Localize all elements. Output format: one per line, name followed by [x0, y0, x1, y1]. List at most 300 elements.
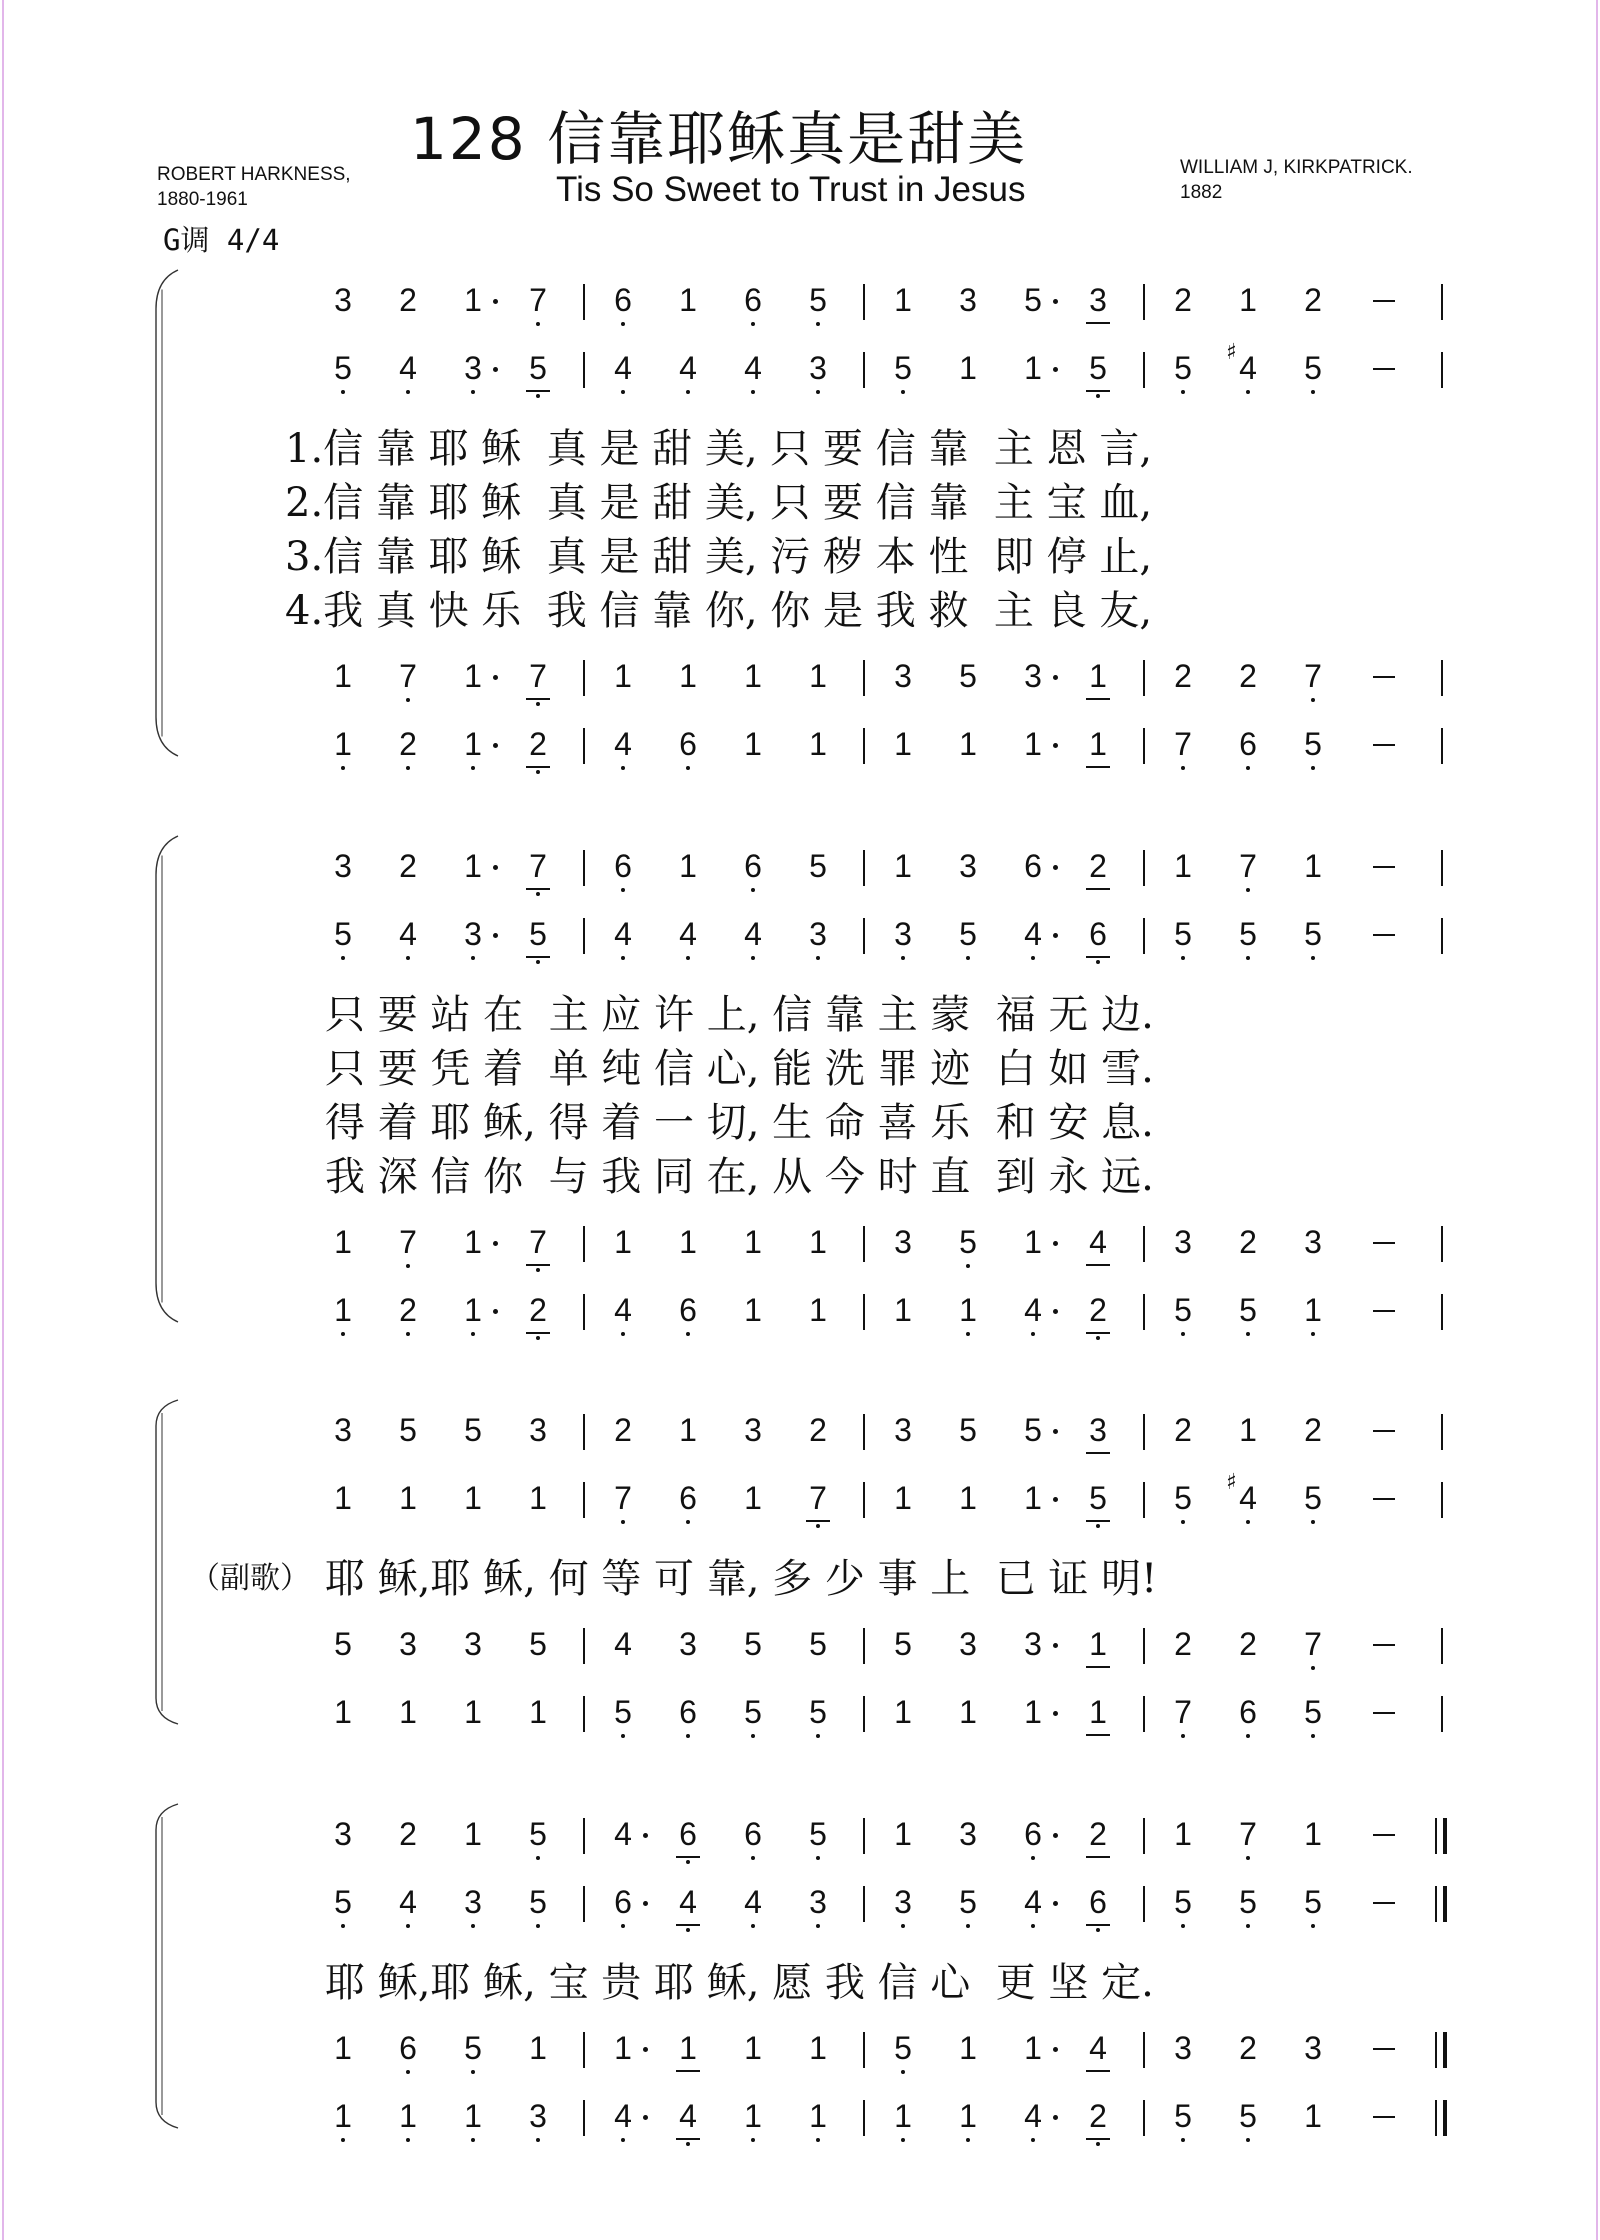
note: 4 [1024, 1292, 1042, 1328]
barline [1441, 284, 1443, 320]
sustain-dash [1373, 866, 1395, 868]
note: 5 [529, 350, 547, 386]
note: 7 [809, 1480, 827, 1516]
barline [1143, 1696, 1145, 1732]
note: 2 [1089, 1292, 1107, 1328]
octave-dot-low [536, 2138, 540, 2142]
octave-dot-low [1246, 1856, 1250, 1860]
octave-dot-low [621, 1332, 625, 1336]
barline [583, 1482, 585, 1518]
barline [1143, 352, 1145, 388]
note: 1 [399, 2098, 417, 2134]
sustain-dash [1373, 2116, 1395, 2118]
barline [863, 1414, 865, 1450]
augmentation-dot [493, 1241, 498, 1246]
note: 3 [334, 282, 352, 318]
octave-dot-low [406, 766, 410, 770]
tenor-line [0, 2028, 1600, 2088]
note: 1 [959, 1694, 977, 1730]
octave-dot-low [751, 390, 755, 394]
octave-dot-low [536, 702, 540, 706]
note: 3 [894, 1412, 912, 1448]
note: 3 [1174, 1224, 1192, 1260]
octave-dot-low [471, 390, 475, 394]
note: 2 [614, 1412, 632, 1448]
hymn-title: 128 信靠耶稣真是甜美 [410, 105, 1028, 173]
octave-dot-low [1246, 2138, 1250, 2142]
note: 2 [1239, 658, 1257, 694]
barline [583, 1414, 585, 1450]
note: 1 [1304, 1292, 1322, 1328]
octave-dot-low [1031, 1924, 1035, 1928]
eighth-underline [676, 1924, 700, 1926]
sustain-dash [1373, 1498, 1395, 1500]
octave-dot-low [901, 390, 905, 394]
note: 1 [959, 1292, 977, 1328]
octave-dot-low [341, 2138, 345, 2142]
note: 5 [1089, 1480, 1107, 1516]
barline [863, 2032, 865, 2068]
barline [583, 660, 585, 696]
sustain-dash [1373, 2048, 1395, 2050]
augmentation-dot [1053, 367, 1058, 372]
note: 1 [614, 658, 632, 694]
eighth-underline [1086, 956, 1110, 958]
eighth-underline [1086, 1734, 1110, 1736]
octave-dot-low [816, 956, 820, 960]
barline [1143, 284, 1145, 320]
note: 1 [959, 1480, 977, 1516]
note: 4 [614, 350, 632, 386]
augmentation-dot [493, 933, 498, 938]
note: 3 [894, 1224, 912, 1260]
key-time-signature: G调 4/4 [163, 223, 280, 257]
note: 1 [464, 726, 482, 762]
note: 5 [1304, 1884, 1322, 1920]
octave-dot-low [1181, 1924, 1185, 1928]
octave-dot-low [406, 956, 410, 960]
note: 1 [1024, 1480, 1042, 1516]
octave-dot-low [686, 390, 690, 394]
note: 5 [399, 1412, 417, 1448]
soprano-line [0, 846, 1600, 906]
note: 1 [744, 658, 762, 694]
sustain-dash [1373, 1644, 1395, 1646]
note: 1 [894, 1694, 912, 1730]
eighth-underline [1086, 2070, 1110, 2072]
sustain-dash [1373, 744, 1395, 746]
note: 1 [1089, 1626, 1107, 1662]
augmentation-dot [1053, 1833, 1058, 1838]
octave-dot-low [1246, 1924, 1250, 1928]
note: 1 [614, 1224, 632, 1260]
octave-dot-low [1181, 390, 1185, 394]
note: 1 [1304, 1816, 1322, 1852]
note: 1 [529, 1694, 547, 1730]
note: 2 [1174, 282, 1192, 318]
eighth-underline [526, 390, 550, 392]
note: 6 [679, 1480, 697, 1516]
note: 5 [809, 848, 827, 884]
note: 2 [1239, 1224, 1257, 1260]
octave-dot-low [1246, 1520, 1250, 1524]
barline [1441, 1294, 1443, 1330]
note: 3 [464, 1626, 482, 1662]
note: 5 [334, 1884, 352, 1920]
note: 7 [529, 1224, 547, 1260]
barline [1441, 352, 1443, 388]
note: 6 [1024, 848, 1042, 884]
octave-dot-low [341, 956, 345, 960]
octave-dot-low [686, 1860, 690, 1864]
octave-dot-low [621, 956, 625, 960]
barline [863, 728, 865, 764]
lyric-line: 耶 稣,耶 稣, 宝 贵 耶 稣, 愿 我 信 心 更 坚 定. [325, 1960, 1154, 2006]
octave-dot-low [1181, 2138, 1185, 2142]
note: 2 [809, 1412, 827, 1448]
octave-dot-low [1031, 1856, 1035, 1860]
composer-year: 1882 [1180, 182, 1223, 203]
note: 5 [1304, 916, 1322, 952]
system-brace [148, 1804, 184, 2128]
note: 7 [529, 658, 547, 694]
octave-dot-low [536, 1268, 540, 1272]
note: 5 [894, 1626, 912, 1662]
bass-line [0, 2096, 1600, 2156]
octave-dot-low [1181, 1734, 1185, 1738]
note: 3 [399, 1626, 417, 1662]
note: 1 [679, 848, 697, 884]
note: 1 [1174, 848, 1192, 884]
octave-dot-low [966, 1332, 970, 1336]
octave-dot-low [1096, 1524, 1100, 1528]
octave-dot-low [406, 390, 410, 394]
octave-dot-low [406, 698, 410, 702]
octave-dot-low [536, 770, 540, 774]
note: 5 [1304, 1480, 1322, 1516]
note: 5 [1174, 1884, 1192, 1920]
barline [1441, 1414, 1443, 1450]
bass-line [0, 724, 1600, 784]
barline [1441, 850, 1443, 886]
augmentation-dot [1053, 1711, 1058, 1716]
octave-dot-low [406, 1264, 410, 1268]
note: 3 [529, 2098, 547, 2134]
note: 7 [529, 848, 547, 884]
note: 1 [744, 1292, 762, 1328]
octave-dot-low [471, 1332, 475, 1336]
octave-dot-low [751, 956, 755, 960]
eighth-underline [676, 2138, 700, 2140]
lyric-line: 我 深 信 你 与 我 同 在, 从 今 时 直 到 永 远. [325, 1154, 1154, 1200]
note: 5 [1304, 726, 1322, 762]
note: 6 [614, 848, 632, 884]
octave-dot-low [901, 2138, 905, 2142]
note: 1 [959, 2030, 977, 2066]
octave-dot-low [621, 888, 625, 892]
eighth-underline [526, 766, 550, 768]
note: 6 [679, 1292, 697, 1328]
octave-dot-low [1311, 390, 1315, 394]
octave-dot-low [1181, 1332, 1185, 1336]
chorus-label: （副歌） [190, 1561, 310, 1596]
barline [1143, 1628, 1145, 1664]
octave-dot-low [1246, 1734, 1250, 1738]
note: 1 [1239, 1412, 1257, 1448]
augmentation-dot [1053, 1429, 1058, 1434]
note: 6 [399, 2030, 417, 2066]
note: 1 [399, 1694, 417, 1730]
octave-dot-low [621, 766, 625, 770]
note: 4 [1024, 916, 1042, 952]
barline [1143, 660, 1145, 696]
octave-dot-low [1096, 960, 1100, 964]
octave-dot-low [751, 1856, 755, 1860]
barline [863, 1696, 865, 1732]
note: 3 [464, 1884, 482, 1920]
note: 1 [1304, 2098, 1322, 2134]
note: 1 [1024, 1694, 1042, 1730]
lyric-line: 1.信 靠 耶 稣 真 是 甜 美, 只 要 信 靠 主 恩 言, [285, 426, 1153, 472]
note: 1 [334, 2030, 352, 2066]
lyric-line: 3.信 靠 耶 稣 真 是 甜 美, 污 秽 本 性 即 停 止, [285, 534, 1153, 580]
note: 1 [1024, 726, 1042, 762]
note: 2 [399, 848, 417, 884]
note: 1 [894, 282, 912, 318]
note: 4 [399, 350, 417, 386]
barline [863, 284, 865, 320]
note: 1 [614, 2030, 632, 2066]
note: 1 [334, 1224, 352, 1260]
barline [583, 918, 585, 954]
note: 7 [1174, 1694, 1192, 1730]
augmentation-dot [1053, 1643, 1058, 1648]
augmentation-dot [1053, 2115, 1058, 2120]
note: 1 [529, 2030, 547, 2066]
octave-dot-low [1311, 1520, 1315, 1524]
barline [1435, 1818, 1437, 1854]
note: 6 [679, 1694, 697, 1730]
eighth-underline [526, 1264, 550, 1266]
note: 1 [464, 282, 482, 318]
note: 4 [679, 916, 697, 952]
barline [1143, 2032, 1145, 2068]
composer-name: WILLIAM J, KIRKPATRICK. [1180, 157, 1413, 178]
octave-dot-low [751, 2138, 755, 2142]
octave-dot-low [1246, 1332, 1250, 1336]
note: 3 [334, 1816, 352, 1852]
barline [583, 1818, 585, 1854]
note: 2 [399, 1292, 417, 1328]
barline [1143, 2100, 1145, 2136]
octave-dot-low [536, 1336, 540, 1340]
augmentation-dot [493, 743, 498, 748]
final-barline [1443, 2100, 1447, 2136]
barline [1143, 1886, 1145, 1922]
note: 3 [1024, 658, 1042, 694]
octave-dot-low [686, 956, 690, 960]
note: 5 [1174, 1480, 1192, 1516]
note: 4 [614, 2098, 632, 2134]
lyric-line: 耶 稣,耶 稣, 何 等 可 靠, 多 少 事 上 已 证 明! [325, 1556, 1158, 1602]
octave-dot-low [816, 390, 820, 394]
augmentation-dot [1053, 1497, 1058, 1502]
note: 5 [809, 1694, 827, 1730]
octave-dot-low [1096, 1928, 1100, 1932]
augmentation-dot [1053, 1241, 1058, 1246]
note: 3 [959, 848, 977, 884]
augmentation-dot [1053, 1901, 1058, 1906]
sustain-dash [1373, 368, 1395, 370]
octave-dot-low [536, 892, 540, 896]
augmentation-dot [643, 2047, 648, 2052]
note: 5 [529, 1816, 547, 1852]
sustain-dash [1373, 1310, 1395, 1312]
final-barline [1443, 1818, 1447, 1854]
sharp-sign: ♯ [1226, 340, 1237, 365]
barline [863, 352, 865, 388]
note: 4 [744, 916, 762, 952]
octave-dot-low [1311, 1666, 1315, 1670]
barline [863, 1818, 865, 1854]
octave-dot-low [1246, 888, 1250, 892]
note: 3 [959, 1816, 977, 1852]
note: 2 [1089, 2098, 1107, 2134]
note: 1 [894, 1816, 912, 1852]
note: 5 [894, 350, 912, 386]
barline [583, 284, 585, 320]
note: 2 [1239, 2030, 1257, 2066]
system-brace [148, 270, 184, 756]
eighth-underline [1086, 1924, 1110, 1926]
note: 5 [809, 1816, 827, 1852]
octave-dot-low [536, 322, 540, 326]
note: 4 [614, 1292, 632, 1328]
note: 6 [744, 848, 762, 884]
note: 7 [1239, 1816, 1257, 1852]
augmentation-dot [1053, 299, 1058, 304]
octave-dot-low [406, 2070, 410, 2074]
note: 3 [1089, 282, 1107, 318]
composer-credit [1180, 155, 1413, 205]
eighth-underline [676, 1856, 700, 1858]
note: 1 [809, 2098, 827, 2134]
barline [583, 850, 585, 886]
barline [1143, 1226, 1145, 1262]
barline [1143, 918, 1145, 954]
octave-dot-low [471, 2070, 475, 2074]
note: 1 [1089, 1694, 1107, 1730]
note: 6 [1239, 1694, 1257, 1730]
octave-dot-low [1031, 2138, 1035, 2142]
note: 4 [679, 350, 697, 386]
note: 3 [464, 350, 482, 386]
note: 1 [894, 1292, 912, 1328]
note: 5 [1174, 916, 1192, 952]
augmentation-dot [1053, 933, 1058, 938]
note: 5 [334, 916, 352, 952]
note: 2 [399, 282, 417, 318]
hymn-subtitle: Tis So Sweet to Trust in Jesus [556, 170, 1026, 209]
octave-dot-low [816, 1924, 820, 1928]
augmentation-dot [493, 367, 498, 372]
note: 5 [959, 1412, 977, 1448]
note: 5 [1239, 1292, 1257, 1328]
barline [583, 1696, 585, 1732]
barline [1435, 1886, 1437, 1922]
lyric-line: 得 着 耶 稣, 得 着 一 切, 生 命 喜 乐 和 安 息. [325, 1100, 1154, 1146]
octave-dot-low [1311, 1924, 1315, 1928]
note: 5 [1089, 350, 1107, 386]
note: 5 [1304, 350, 1322, 386]
octave-dot-low [1031, 956, 1035, 960]
octave-dot-low [406, 1332, 410, 1336]
note: 6 [679, 726, 697, 762]
system-brace [148, 1400, 184, 1724]
note: 5 [334, 350, 352, 386]
note: 3 [744, 1412, 762, 1448]
octave-dot-low [1311, 1734, 1315, 1738]
barline [863, 660, 865, 696]
bass-line [0, 1290, 1600, 1350]
barline [583, 728, 585, 764]
note: 2 [1174, 1412, 1192, 1448]
note: 5 [959, 658, 977, 694]
barline [1441, 1482, 1443, 1518]
note: 1 [464, 1816, 482, 1852]
octave-dot-low [621, 390, 625, 394]
barline [1441, 1226, 1443, 1262]
octave-dot-low [1096, 1336, 1100, 1340]
note: 4 [679, 2098, 697, 2134]
note: 4 [1239, 350, 1257, 386]
octave-dot-low [1311, 766, 1315, 770]
augmentation-dot [1053, 675, 1058, 680]
octave-dot-low [621, 1924, 625, 1928]
note: 1 [959, 726, 977, 762]
note: 3 [809, 916, 827, 952]
octave-dot-low [1246, 390, 1250, 394]
note: 2 [529, 1292, 547, 1328]
note: 5 [1174, 1292, 1192, 1328]
eighth-underline [526, 698, 550, 700]
note: 3 [1304, 1224, 1322, 1260]
octave-dot-low [816, 2138, 820, 2142]
note: 5 [334, 1626, 352, 1662]
note: 5 [959, 916, 977, 952]
augmentation-dot [493, 1309, 498, 1314]
note: 3 [334, 1412, 352, 1448]
barline [1143, 728, 1145, 764]
sustain-dash [1373, 676, 1395, 678]
lyric-line: 2.信 靠 耶 稣 真 是 甜 美, 只 要 信 靠 主 宝 血, [285, 480, 1153, 526]
note: 1 [809, 1224, 827, 1260]
lyric-line: 只 要 凭 着 单 纯 信 心, 能 洗 罪 迹 白 如 雪. [325, 1046, 1154, 1092]
octave-dot-low [1181, 766, 1185, 770]
octave-dot-low [1181, 956, 1185, 960]
octave-dot-low [816, 1524, 820, 1528]
note: 5 [1239, 2098, 1257, 2134]
note: 1 [1089, 726, 1107, 762]
octave-dot-low [406, 1924, 410, 1928]
barline [1143, 850, 1145, 886]
lyricist-credit [157, 162, 351, 212]
augmentation-dot [1053, 865, 1058, 870]
note: 1 [334, 726, 352, 762]
barline [863, 2100, 865, 2136]
barline [1441, 728, 1443, 764]
octave-dot-low [816, 1734, 820, 1738]
